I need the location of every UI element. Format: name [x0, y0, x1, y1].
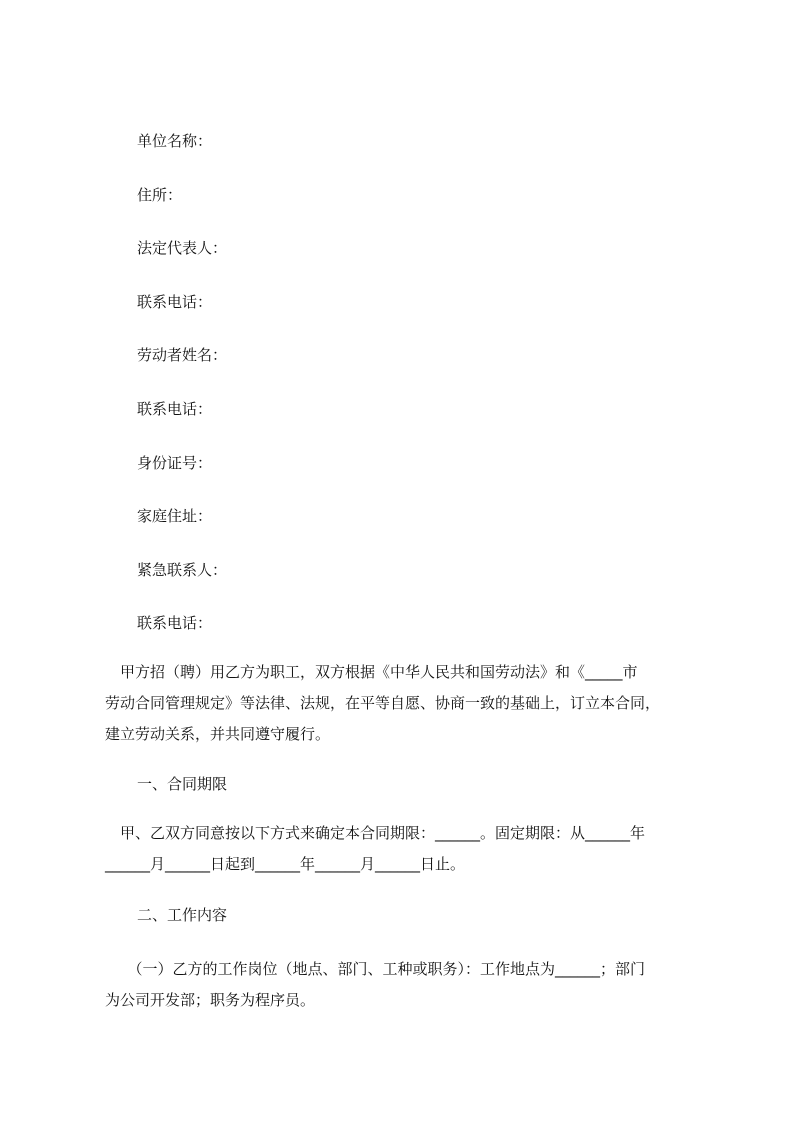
contract-term-line: 甲、乙双方同意按以下方式来确定本合同期限：______。固定期限：从______年 [105, 824, 646, 842]
intro-line: 劳动合同管理规定》等法律、法规，在平等自愿、协商一致的基础上，订立本合同， [105, 694, 661, 712]
intro-line: 建立劳动关系，并共同遵守履行。 [105, 725, 331, 743]
contract-term-line: ______月______日起到______年______月______日止。 [105, 855, 466, 873]
intro-paragraph [105, 657, 700, 750]
field-id-number: 身份证号： [137, 454, 213, 472]
work-content-line: （一）乙方的工作岗位（地点、部门、工种或职务）：工作地点为______；部门 [105, 960, 646, 978]
field-worker-phone: 联系电话： [137, 400, 213, 418]
field-contact-phone: 联系电话： [137, 293, 213, 311]
work-content-line: 为公司开发部；职务为程序员。 [105, 991, 316, 1009]
field-emergency-phone: 联系电话： [137, 614, 213, 632]
contract-term-paragraph [105, 818, 700, 880]
field-address: 住所： [137, 186, 183, 204]
field-worker-name: 劳动者姓名： [137, 346, 228, 364]
field-legal-representative: 法定代表人： [137, 239, 228, 257]
section-heading-work-content: 二、工作内容 [137, 906, 228, 924]
intro-line: 甲方招（聘）用乙方为职工，双方根据《中华人民共和国劳动法》和《_____市 [105, 663, 638, 681]
field-unit-name: 单位名称： [137, 132, 213, 150]
field-home-address: 家庭住址： [137, 507, 213, 525]
field-emergency-contact: 紧急联系人： [137, 561, 228, 579]
work-content-paragraph [105, 954, 700, 1016]
section-heading-contract-term: 一、合同期限 [137, 775, 228, 793]
